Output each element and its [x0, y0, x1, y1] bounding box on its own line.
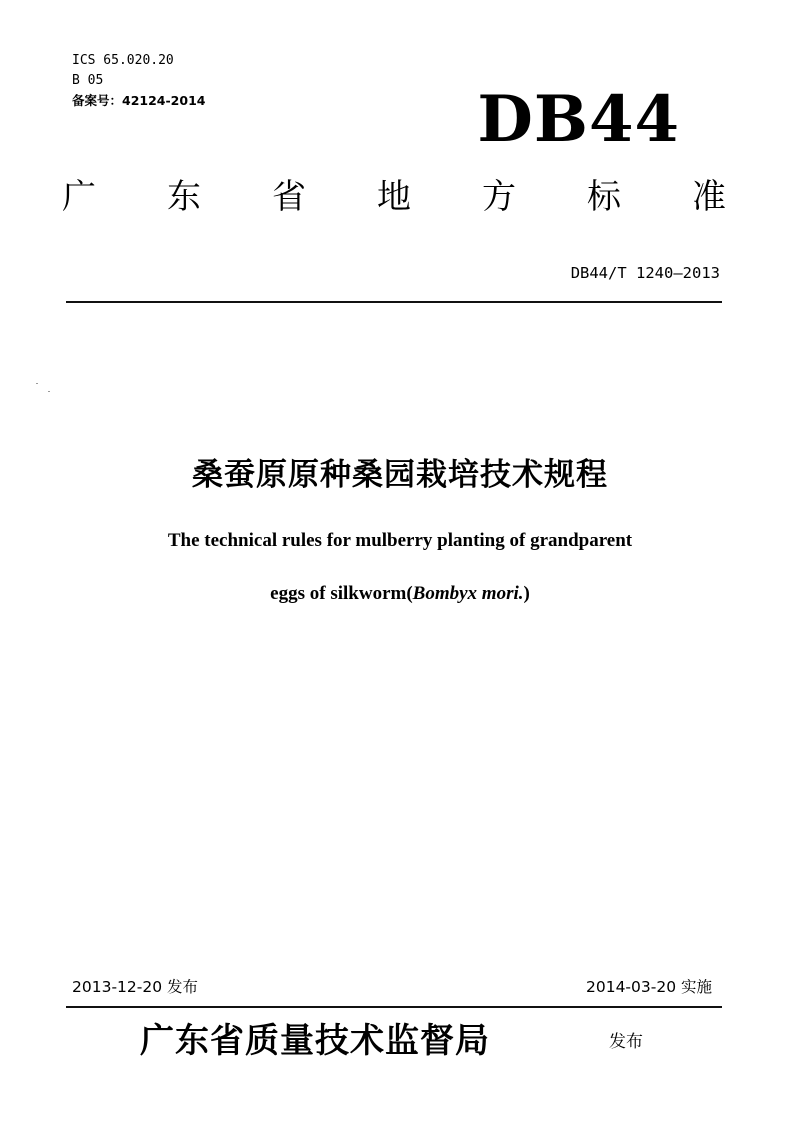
standard-code-logo: DB44	[477, 82, 680, 157]
standard-type-char: 标	[587, 177, 621, 217]
standard-type-char: 广	[62, 177, 96, 217]
species-name: Bombyx mori.	[412, 583, 524, 604]
ics-code: ICS 65.020.20	[72, 53, 174, 68]
document-title-english-line1: The technical rules for mulberry planting of grandparent	[167, 530, 633, 551]
issuing-label: 发布	[609, 1032, 643, 1052]
standard-number: DB44/T 1240—2013	[570, 264, 720, 282]
standard-type-char: 方	[482, 177, 516, 217]
bottom-divider	[66, 1006, 722, 1008]
top-divider	[66, 301, 722, 303]
title-en-line2-prefix: eggs of silkworm(	[270, 583, 413, 604]
standard-type-heading	[62, 172, 726, 222]
issue-date: 2013-12-20 发布	[72, 978, 199, 996]
document-title-english-line2	[0, 581, 800, 607]
standard-type-char: 省	[272, 177, 306, 217]
scan-speck	[48, 391, 50, 392]
standard-type-char: 东	[167, 177, 201, 217]
record-number: 备案号：42124-2014	[72, 93, 206, 108]
implementation-date: 2014-03-20 实施	[585, 978, 712, 996]
standard-type-char: 地	[377, 177, 411, 217]
classification-code: B 05	[72, 73, 104, 88]
scan-speck	[36, 383, 38, 384]
title-en-line2-suffix: )	[523, 583, 530, 604]
standard-type-char: 准	[692, 177, 726, 217]
document-title-chinese: 桑蚕原原种桑园栽培技术规程	[192, 457, 608, 493]
issuing-authority: 广东省质量技术监督局	[140, 1021, 490, 1061]
